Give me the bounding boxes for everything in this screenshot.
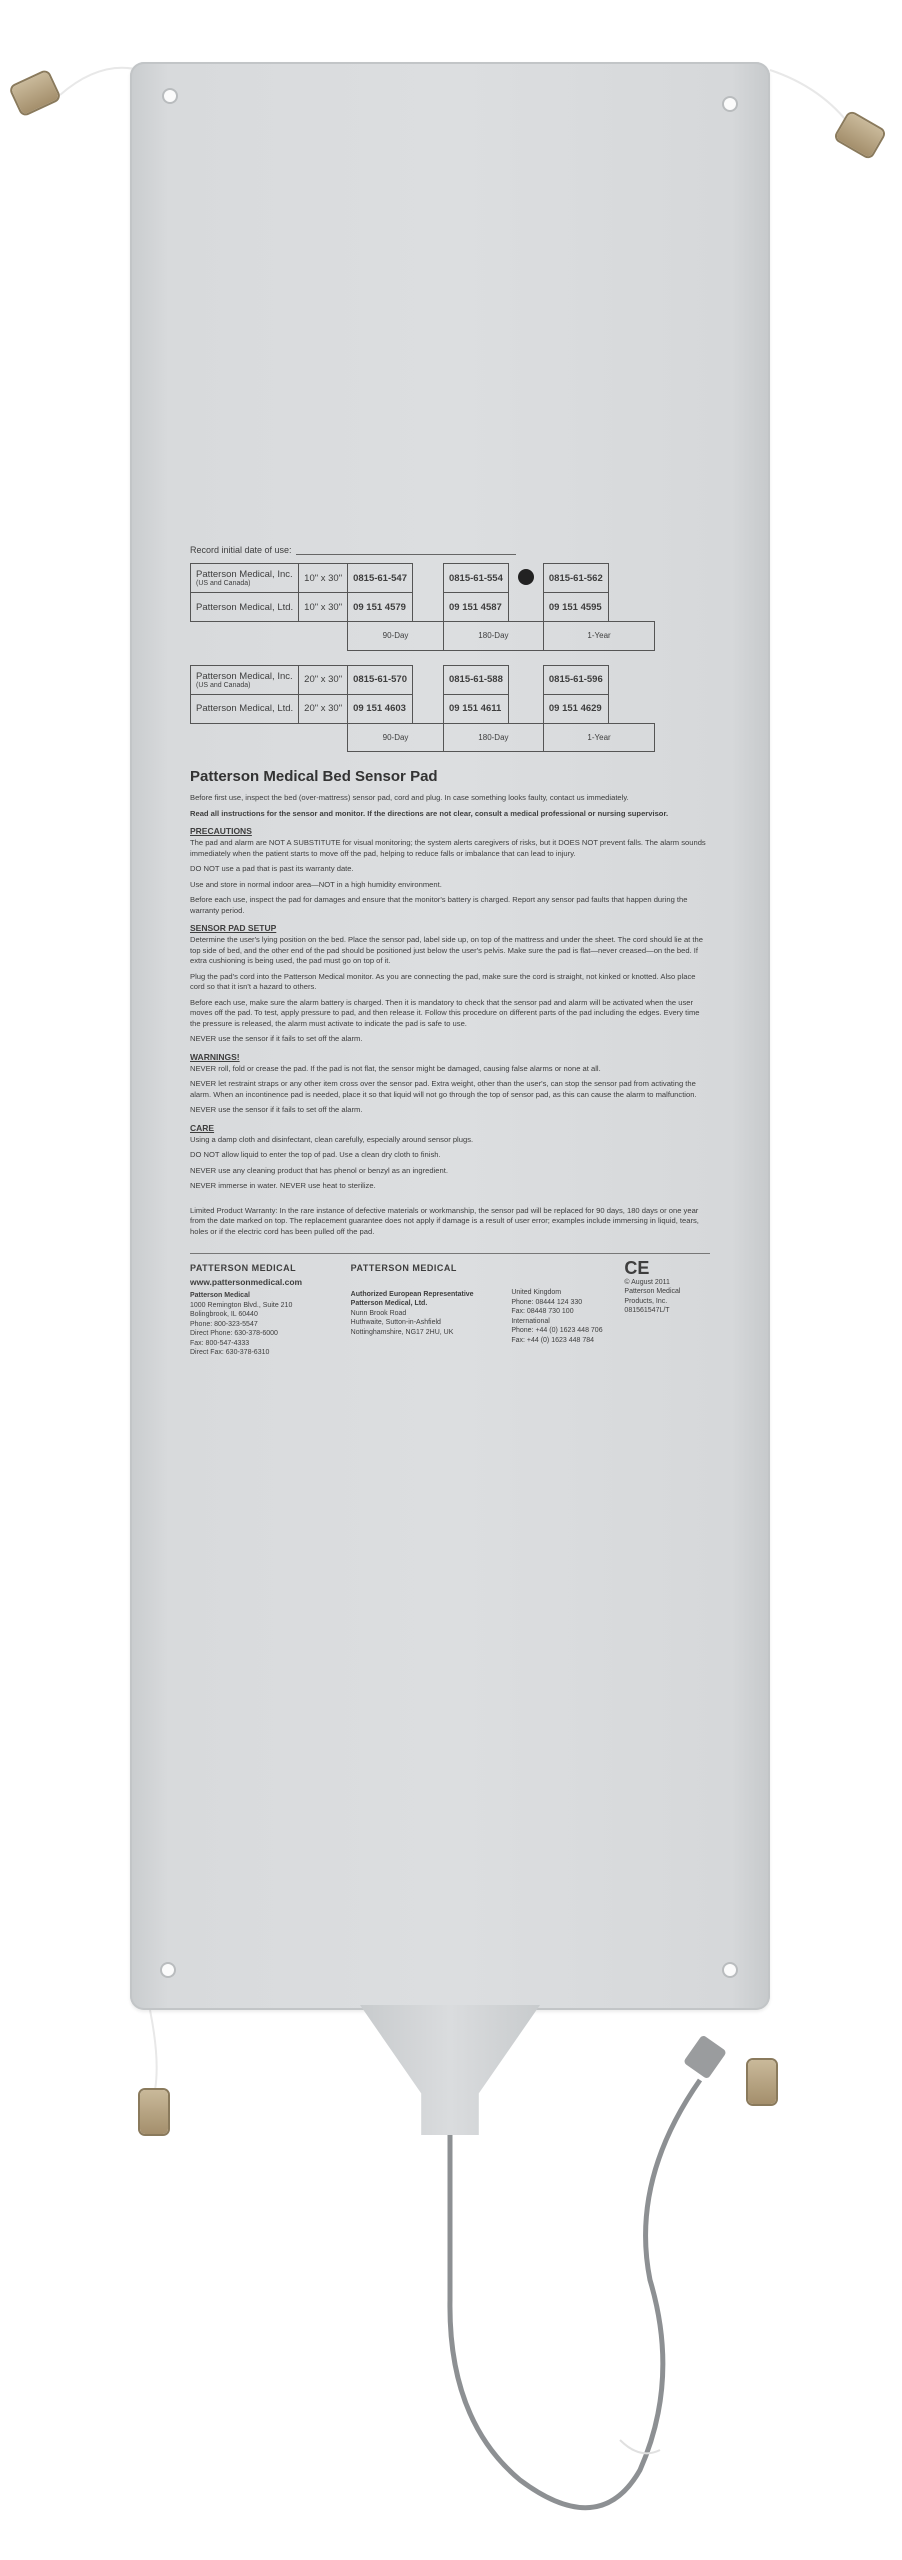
table-row xyxy=(191,665,655,694)
pad-clip-bottom-left xyxy=(140,2090,168,2134)
table-row xyxy=(191,723,655,752)
setup-heading: SENSOR PAD SETUP xyxy=(190,923,277,933)
date-marker-dot xyxy=(518,569,534,585)
code-cell: 09 151 4603 xyxy=(348,694,413,723)
warning-item: NEVER use the sensor if it fails to set off the alarm. xyxy=(190,1105,363,1114)
code-cell: 09 151 4611 xyxy=(443,694,508,723)
precautions-heading: PRECAUTIONS xyxy=(190,826,252,836)
care-item: NEVER immerse in water. NEVER use heat to sterilize. xyxy=(190,1181,376,1190)
size-cell: 20" x 30" xyxy=(299,694,348,723)
duration-cell: 180-Day xyxy=(443,723,543,752)
code-cell: 09 151 4579 xyxy=(348,593,413,622)
size-cell: 10" x 30" xyxy=(299,564,348,593)
eu-address-block: PATTERSON MEDICAL Authorized European Representative Patterson Medical, Ltd. Nunn Brook Road Huthwaite, Sutton-in-Ashfield Nottinghamshire, NG17 2HU, UK xyxy=(351,1264,494,1358)
grommet-hole xyxy=(724,1964,736,1976)
code-cell: 0815-61-596 xyxy=(543,665,608,694)
record-date-row xyxy=(190,545,710,555)
label-footer xyxy=(190,1258,710,1358)
ce-block: CE © August 2011 Patterson Medical Products, Inc. 081561547L/T xyxy=(624,1264,710,1358)
pad-label xyxy=(190,545,710,1358)
duration-cell: 1-Year xyxy=(543,622,654,651)
precaution-item: Use and store in normal indoor area—NOT in a high humidity environment. xyxy=(190,879,442,889)
code-cell: 09 151 4587 xyxy=(443,593,508,622)
code-cell: 09 151 4629 xyxy=(543,694,608,723)
code-cell: 0815-61-562 xyxy=(543,564,608,593)
us-address-block: PATTERSON MEDICAL www.pattersonmedical.com Patterson Medical 1000 Remington Blvd., Suite 210 Bolingbrook, IL 60440 Phone: 800-323-5547 Direct Phone: 630-378-6000 Fax: 800-547-4333 Direct Fax: 630-378-6310 xyxy=(190,1264,333,1358)
record-date-label: Record initial date of use: xyxy=(190,545,292,555)
patterson-logo: PATTERSON MEDICAL xyxy=(350,1263,457,1273)
intro-text: Before first use, inspect the bed (over-mattress) sensor pad, cord and plug. In case something looks faulty, contact us immediately. xyxy=(190,793,629,802)
setup-item: NEVER use the sensor if it fails to set off the alarm. xyxy=(190,1034,363,1043)
warning-item: NEVER let restraint straps or any other item cross over the sensor pad. Extra weight, other than the user's, can stop the sensor pad from activating the alarm. When an incontinence pad is needed, place it so that liquid will not go through the top of sensor pad, as this can cause the alarm to malfunction. xyxy=(190,1079,697,1099)
care-item: NEVER use any cleaning product that has phenol or benzyl as an ingredient. xyxy=(190,1165,448,1175)
grommet-hole xyxy=(164,90,176,102)
duration-cell: 90-Day xyxy=(348,622,444,651)
footer-divider xyxy=(190,1253,710,1254)
grommet-hole xyxy=(724,98,736,110)
warranty-text: Limited Product Warranty: In the rare instance of defective materials or workmanship, the sensor pad will be replaced for 90 days, 180 days or one year from the date marked on top. The replacement guarantee does not apply if damage is a result of user error; examples include immersing in liquid, tears, holes or if the electric cord has been pulled off the pad. xyxy=(190,1205,699,1236)
precaution-item: The pad and alarm are NOT A SUBSTITUTE for visual monitoring; the system alerts caregivers of risks, but it DOES NOT prevent falls. The alarm sounds immediately when the patient starts to move off the pad, helping to reduce falls or imbalance that can lead to injury. xyxy=(190,838,706,858)
patterson-logo: PATTERSON MEDICAL xyxy=(190,1263,297,1273)
ce-mark-icon: CE xyxy=(624,1258,650,1278)
duration-cell: 90-Day xyxy=(348,723,444,752)
duration-cell: 180-Day xyxy=(443,622,543,651)
warnings-heading: WARNINGS! xyxy=(190,1051,240,1062)
duration-cell: 1-Year xyxy=(543,723,654,752)
precaution-item: DO NOT use a pad that is past its warranty date. xyxy=(190,864,354,873)
code-cell: 0815-61-554 xyxy=(443,564,508,593)
pad-clip-bottom-right xyxy=(748,2060,776,2104)
size-cell: 10" x 30" xyxy=(299,593,348,622)
care-item: DO NOT allow liquid to enter the top of pad. Use a clean dry cloth to finish. xyxy=(190,1150,441,1159)
company-cell: Patterson Medical, Inc. (US and Canada) xyxy=(191,665,299,694)
setup-item: Plug the pad's cord into the Patterson Medical monitor. As you are connecting the pad, make sure the cord is straight, not kinked or knotted. Also place cord so that it isn't a hazard to others. xyxy=(190,971,696,991)
table-row xyxy=(191,564,655,593)
size-cell: 20" x 30" xyxy=(299,665,348,694)
care-item: Using a damp cloth and disinfectant, clean carefully, especially around sensor plugs. xyxy=(190,1134,474,1144)
company-cell: Patterson Medical, Inc. (US and Canada) xyxy=(191,564,299,593)
table-row xyxy=(191,622,655,651)
label-title: Patterson Medical Bed Sensor Pad xyxy=(190,768,438,785)
code-cell: 0815-61-547 xyxy=(348,564,413,593)
intro-bold-text: Read all instructions for the sensor and monitor. If the directions are not clear, consult a medical professional or nursing supervisor. xyxy=(190,808,669,818)
table-row xyxy=(191,593,655,622)
grommet-hole xyxy=(162,1964,174,1976)
code-cell: 0815-61-570 xyxy=(348,665,413,694)
code-cell: 09 151 4595 xyxy=(543,593,608,622)
warning-item: NEVER roll, fold or crease the pad. If the pad is not flat, the sensor might be damaged, causing false alarms or none at all. xyxy=(190,1063,601,1073)
precaution-item: Before each use, inspect the pad for damages and ensure that the monitor's battery is charged. Report any sensor pad faults that happen during the warranty period. xyxy=(190,895,688,915)
setup-item: Before each use, make sure the alarm battery is charged. Then it is mandatory to check that the sensor pad and alarm will be activated when the user moves off the pad. To test, apply pressure to pad, and then release it. Follow this procedure on different parts of the pad including the edges. Every time the pressure is released, the alarm must activate to indicate the pad is safe to use. xyxy=(190,997,700,1028)
company-cell: Patterson Medical, Ltd. xyxy=(191,694,299,723)
company-cell: Patterson Medical, Ltd. xyxy=(191,593,299,622)
warranty-table-10x30 xyxy=(190,563,655,651)
code-cell: 0815-61-588 xyxy=(443,665,508,694)
record-date-line xyxy=(296,554,516,555)
setup-item: Determine the user's lying position on the bed. Place the sensor pad, label side up, on top of the mattress and under the sheet. The cord should lie at the top side of bed, and the other end of the pad should be positioned just below the user's pelvis. Make sure the pad is flat—never creased—on the bed. If extra cushioning is being used, the pad must go on top of it. xyxy=(190,935,703,965)
website-url: www.pattersonmedical.com xyxy=(190,1276,303,1287)
uk-contact-block: United Kingdom Phone: 08444 124 330 Fax: 08448 730 100 International Phone: +44 (0) 1623 448 706 Fax: +44 (0) 1623 448 784 xyxy=(511,1289,603,1344)
warranty-table-20x30 xyxy=(190,665,655,753)
care-heading: CARE xyxy=(190,1122,215,1133)
table-row xyxy=(191,694,655,723)
